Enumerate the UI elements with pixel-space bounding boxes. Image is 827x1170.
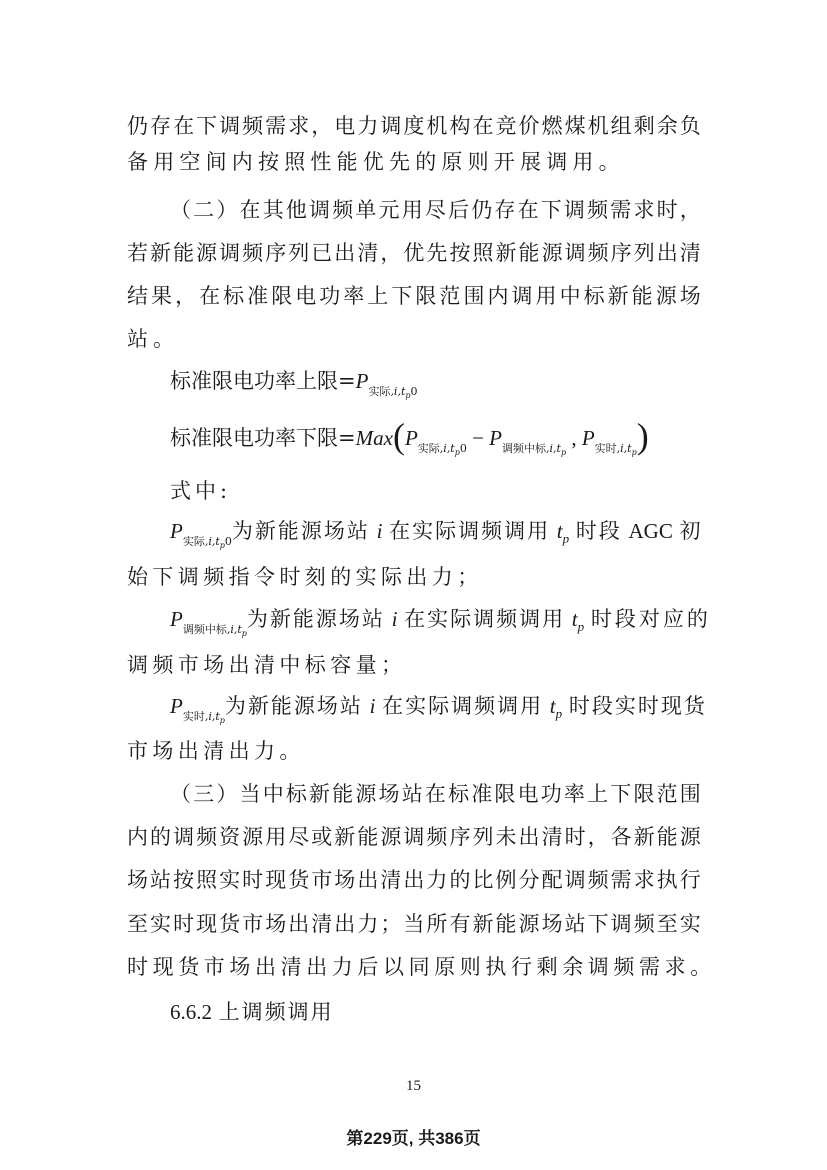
formula-term1-subscript: 实际,i,tp0 [417, 442, 467, 457]
definition-1-line-1: $P_{实际,i,t_p0}$为新能源场站 i 在实际调频调用 $t_p$ 时段 AGC 初 [170, 519, 701, 550]
definition-2-line-2: 调频市场出清中标容量； [127, 653, 407, 677]
page-number: 15 [406, 1078, 421, 1094]
section-title: 上调频调用 [218, 1000, 334, 1024]
definition-3-line-2: 市场出清出力。 [127, 739, 305, 763]
formula-open-paren: ( [392, 416, 405, 456]
formula-term1-P: P [404, 426, 418, 450]
paragraph-3-line-2: 内 的 调 频 资 源 用 尽 或 新 能 源 调 频 序 列 未 出 清 时 ， 各 新 能 源 [127, 825, 701, 849]
formula-term2-subscript: 调频中标,i,tp [502, 442, 567, 457]
definition-3-line-1: $P_{实时,i,t_p}$为新能源场站 i 在实际调频调用 $t_p$ 时段实时现货 [170, 694, 707, 725]
formula-comma: , [566, 426, 582, 450]
paragraph-2-line-1: （ 二 ） 在 其 他 调 频 单 元 用 尽 后 仍 存 在 下 调 频 需 求 时 ， [170, 198, 701, 222]
paragraph-2-line-4: 站。 [127, 327, 179, 351]
paragraph-3-line-3: 场 站 按 照 实 时 现 货 市 场 出 清 出 力 的 比 例 分 配 调 频 需 求 执 行 [127, 868, 701, 892]
paragraph-3-line-1: （ 三 ） 当 中 标 新 能 源 场 站 在 标 准 限 电 功 率 上 下 限 范 围 [170, 782, 701, 806]
paragraph-3-line-5: 时现货市场出清出力后以同原则执行剩余调频需求。 [127, 955, 716, 979]
formula-upper-P: P [355, 369, 369, 393]
formula-lower-limit [170, 418, 649, 458]
paragraph-1-line-2: 备用空间内按照性能优先的原则开展调用。 [127, 150, 625, 174]
section-number: 6.6.2 [170, 1000, 212, 1024]
formula-term2-P: P [489, 426, 502, 450]
paragraph-2-line-3: 结 果 ， 在 标 准 限 电 功 率 上 下 限 范 围 内 调 用 中 标 新 能 源 场 [127, 284, 701, 308]
formula-close-paren: ) [636, 416, 649, 456]
page-footer: 第229页, 共386页 [346, 1129, 481, 1148]
formula-max: Max [355, 426, 393, 450]
paragraph-3-line-4: 至 实 时 现 货 市 场 出 清 出 力 ； 当 所 有 新 能 源 场 站 下 调 频 至 实 [127, 912, 701, 936]
formula-term3-P: P [581, 426, 595, 450]
formula-lower-label: 标准限电功率下限= [170, 426, 356, 450]
formula-upper-limit [170, 366, 418, 401]
formula-upper-label: 标准限电功率上限= [170, 369, 356, 393]
definition-2-line-1: $P_{调频中标,i,t_p}$为新能源场站 i 在实际调频调用 $t_p$ 时段对应的 [170, 607, 711, 638]
where-label: 式中: [170, 479, 232, 503]
paragraph-1-line-1: 仍 存 在 下 调 频 需 求 ， 电 力 调 度 机 构 在 竞 价 燃 煤 机 组 剩 余 负 [127, 114, 701, 138]
formula-term3-subscript: 实时,i,tp [594, 442, 637, 457]
paragraph-2-line-2: 若 新 能 源 调 频 序 列 已 出 清 ， 优 先 按 照 新 能 源 调 频 序 列 出 清 [127, 241, 701, 265]
definition-1-line-2: 始下调频指令时刻的实际出力； [127, 565, 483, 589]
formula-upper-subscript: 实际,i,tp0 [368, 385, 418, 400]
formula-minus: − [466, 426, 490, 450]
section-heading [170, 997, 334, 1027]
